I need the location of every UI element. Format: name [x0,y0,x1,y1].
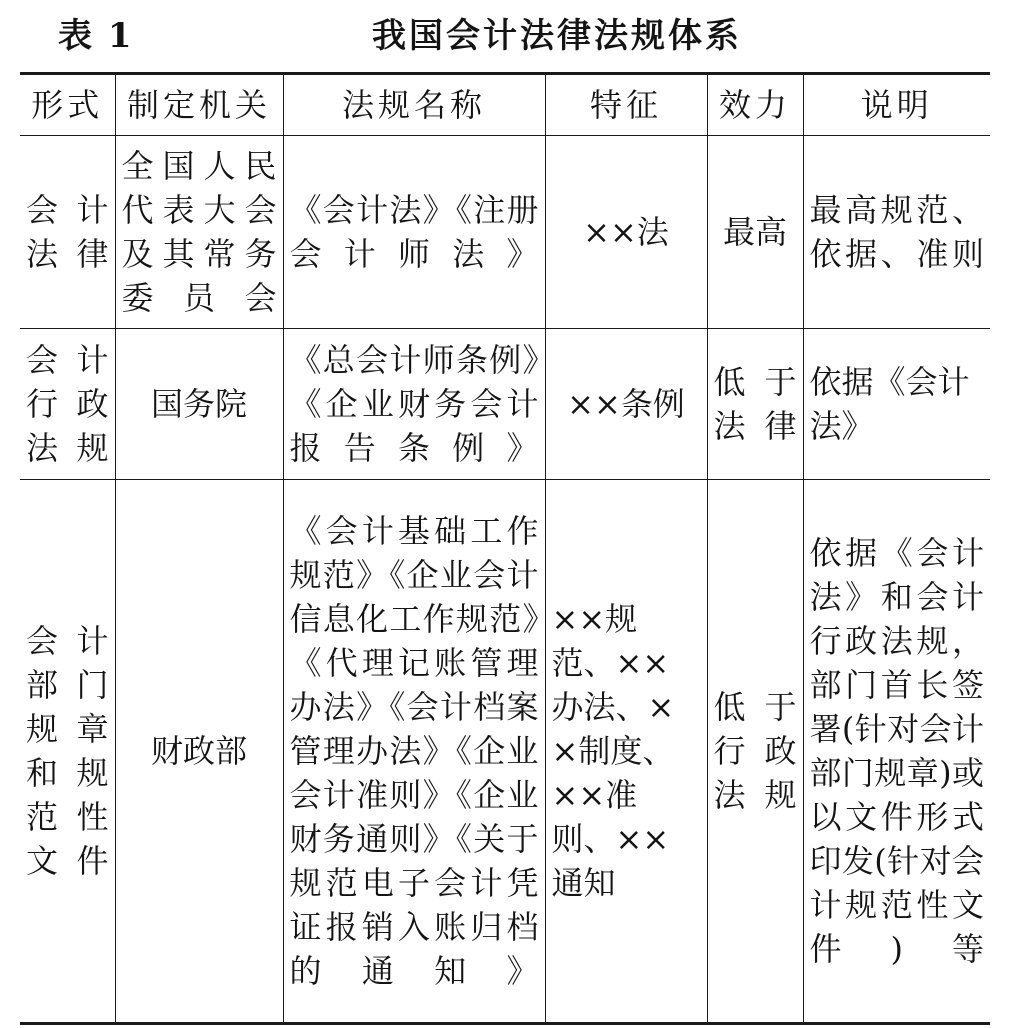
accounting-law-table [20,72,990,1025]
cell-effect: 低于行政法规 [707,480,803,1024]
table-row [20,329,990,480]
cell-form: 会计法律 [20,136,115,329]
cell-organ: 全国人民代表大会及其常务委员会 [115,136,283,329]
table-row [20,480,990,1024]
cell-name: 《会计法》《注册会计师法》 [283,136,545,329]
cell-note: 依据《会计法》 [803,329,990,480]
header-row [20,74,990,136]
cell-note: 最高规范、依据、准则 [803,136,990,329]
cell-name: 《总会计师条例》《企业财务会计报告条例》 [283,329,545,480]
cell-effect: 低于法律 [707,329,803,480]
cell-feature: ××法 [545,136,707,329]
header-form: 形式 [20,74,115,136]
header-name: 法规名称 [283,74,545,136]
table-title: 我国会计法律法规体系 [372,16,742,56]
cell-form: 会计部门规章和规范性文件 [20,480,115,1024]
header-feature: 特征 [545,74,707,136]
table-number: 表 1 [58,16,134,56]
cell-organ: 国务院 [115,329,283,480]
header-effect: 效力 [707,74,803,136]
cell-name: 《会计基础工作规范》《企业会计信息化工作规范》《代理记账管理办法》《会计档案管理办法》《企业会计准则》《企业财务通则》《关于规范电子会计凭证报销入账归档的通知》 [283,480,545,1024]
header-note: 说明 [803,74,990,136]
table-caption [0,0,1009,72]
table-row [20,136,990,329]
cell-organ: 财政部 [115,480,283,1024]
cell-feature: ××条例 [545,329,707,480]
cell-feature: ××规范、××办法、××制度、××准则、××通知 [545,480,707,1024]
cell-form: 会计行政法规 [20,329,115,480]
header-organ: 制定机关 [115,74,283,136]
cell-effect: 最高 [707,136,803,329]
cell-note: 依据《会计法》和会计行政法规，部门首长签署(针对会计部门规章)或以文件形式印发(针对会计规范性文件)等 [803,480,990,1024]
